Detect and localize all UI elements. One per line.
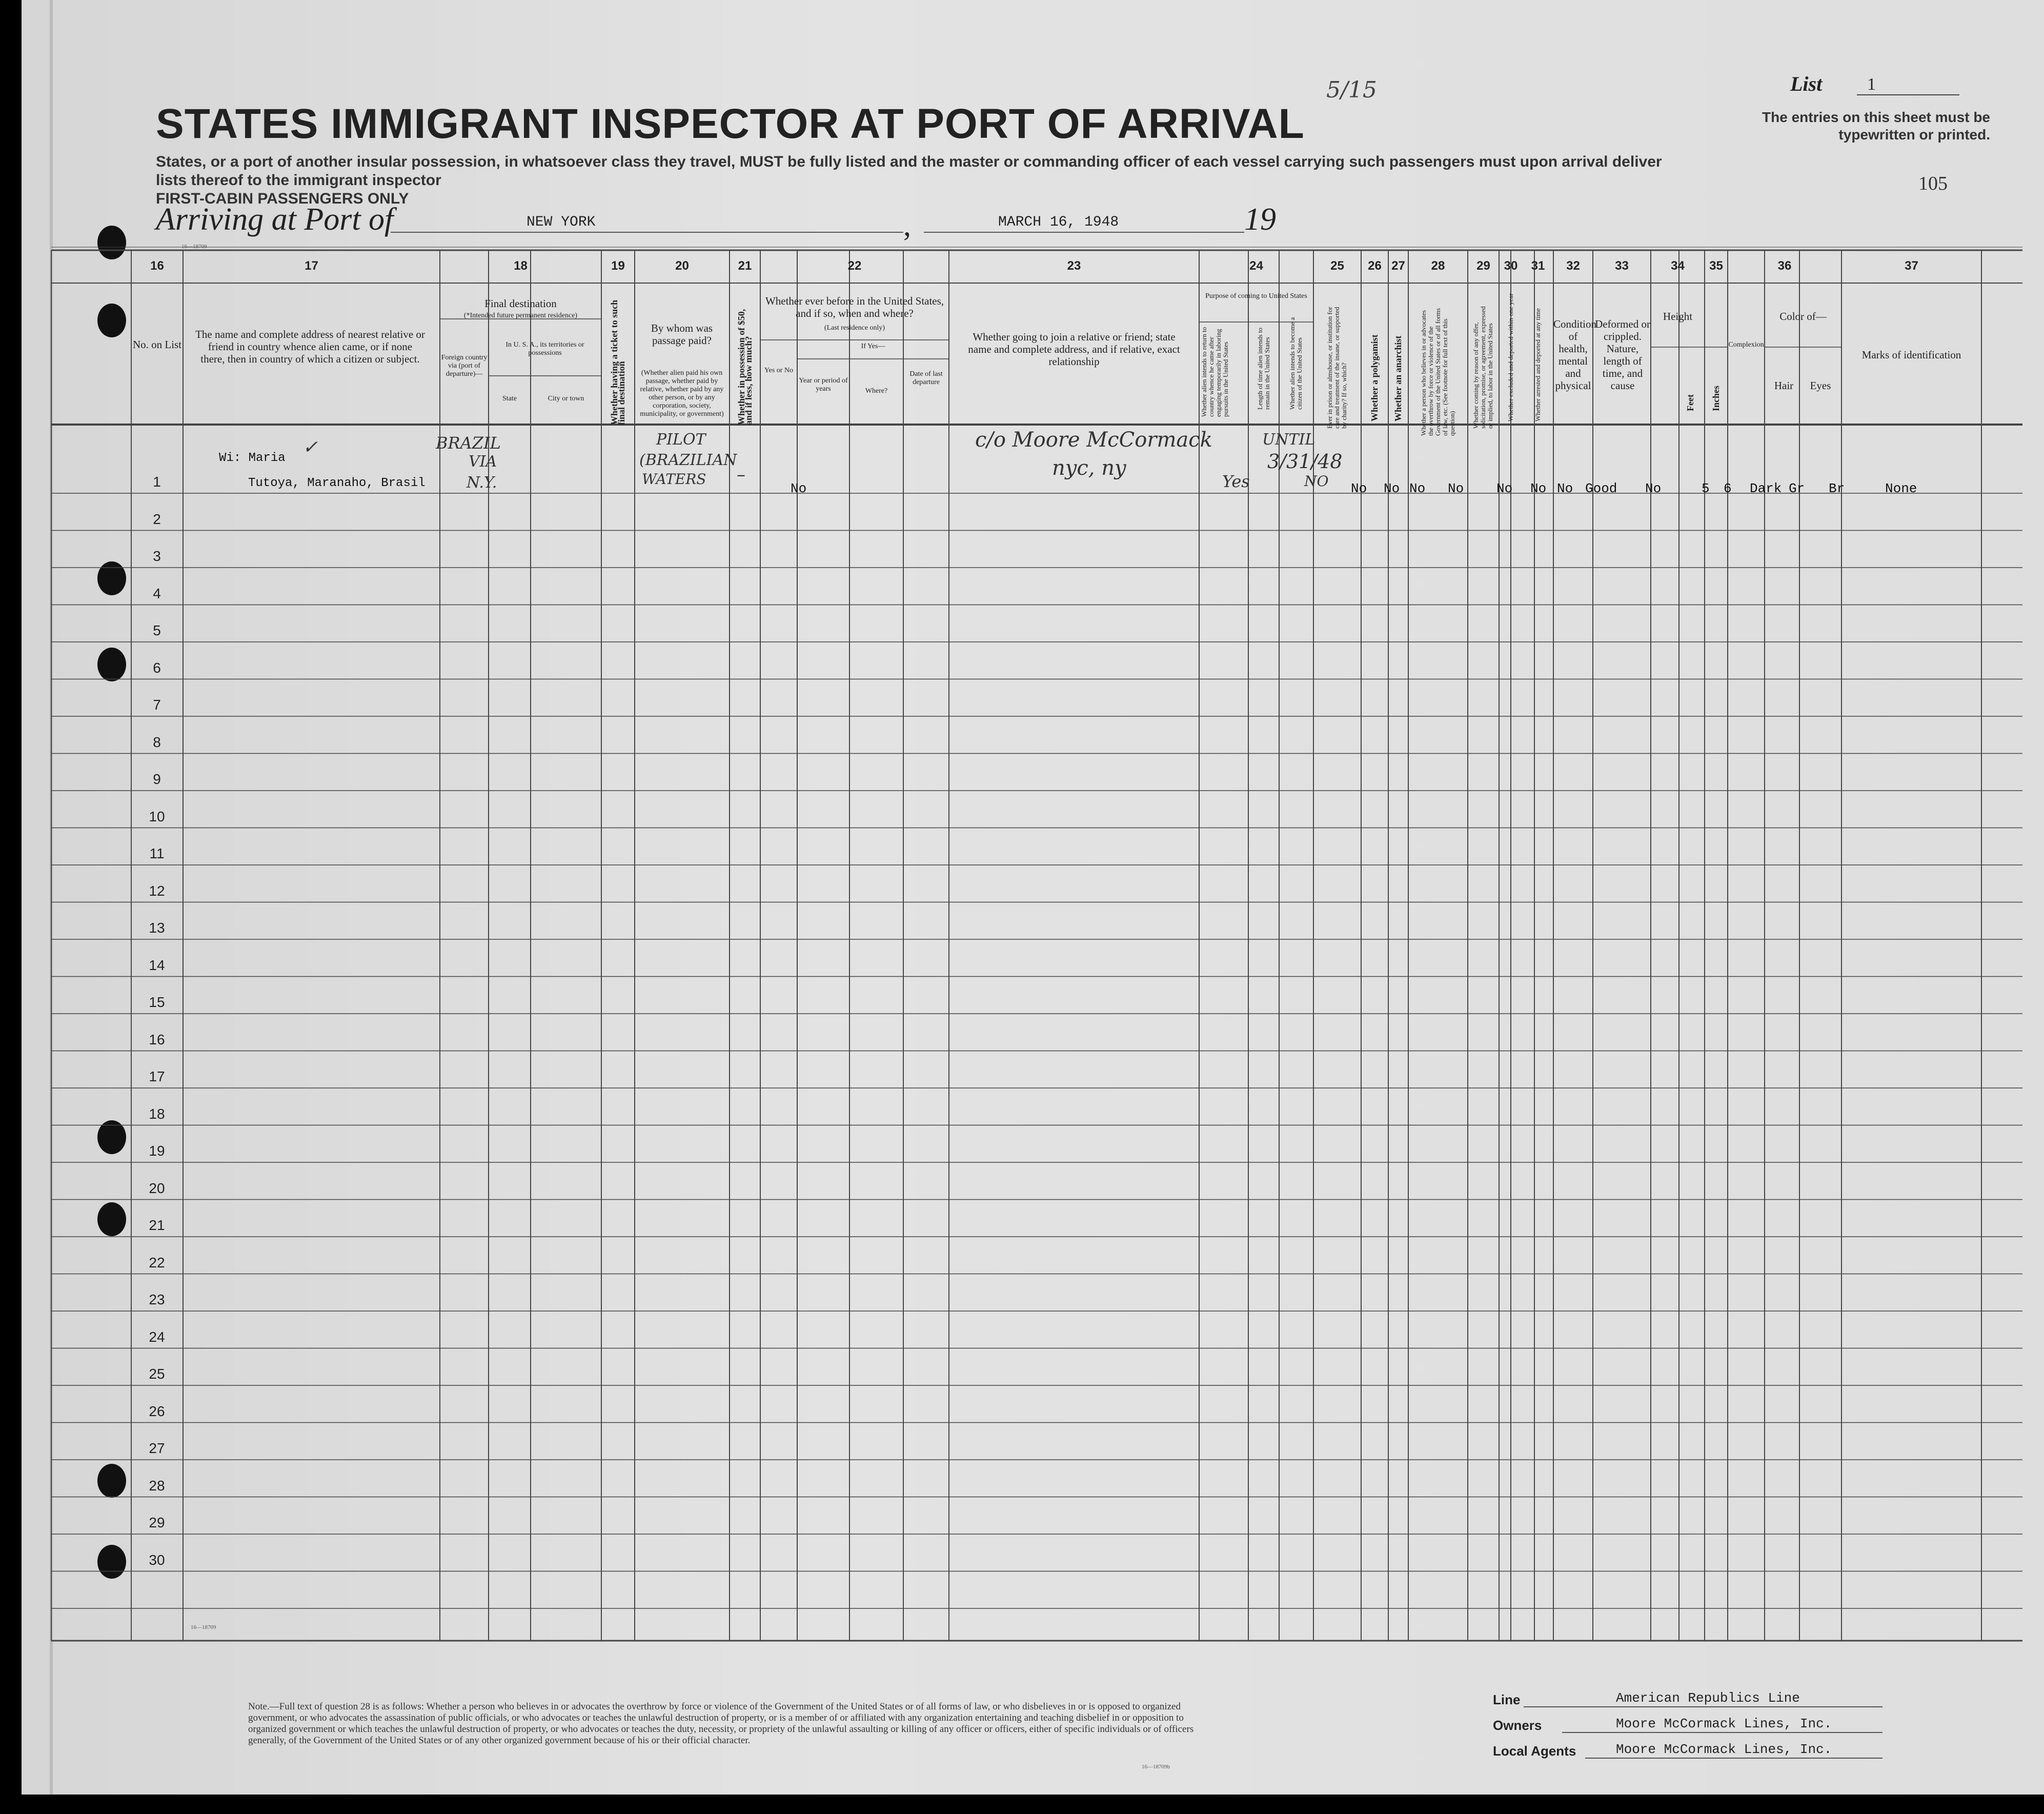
row-number: 3: [153, 548, 161, 564]
header-eyes: Eyes: [1810, 379, 1831, 392]
row-number: 12: [149, 882, 165, 899]
column-number: 20: [675, 259, 689, 273]
destination-via[interactable]: VIA: [469, 453, 497, 471]
column-number: 26: [1368, 259, 1382, 273]
column-number: 32: [1566, 259, 1580, 273]
polygamist-answer[interactable]: No: [1384, 481, 1400, 496]
arrested-answer[interactable]: No: [1557, 481, 1573, 496]
passenger-class-label: FIRST-CABIN PASSENGERS ONLY: [156, 190, 409, 207]
row-number: 10: [149, 808, 165, 824]
header-height: Height: [1663, 310, 1693, 323]
column-number: 37: [1905, 259, 1918, 273]
row-number: 16: [149, 1031, 165, 1047]
header-purpose: Purpose of coming to United States: [1205, 292, 1307, 300]
header-anarchist: Whether an anarchist: [1393, 335, 1403, 421]
length-of-stay-date[interactable]: 3/31/48: [1267, 450, 1343, 473]
header-where: Where?: [865, 387, 888, 395]
column-number: 34: [1671, 259, 1685, 273]
date-field[interactable]: MARCH 16, 1948: [998, 214, 1119, 230]
header-before-in-us: Whether ever before in the United States, and if so, when and where?: [765, 295, 944, 319]
line-label: Line: [1493, 1692, 1521, 1707]
year-prefix: 19: [1244, 202, 1276, 237]
relative-address[interactable]: Tutoya, Maranaho, Brasil: [248, 476, 426, 490]
length-of-stay[interactable]: UNTIL: [1262, 431, 1316, 449]
header-deformed: Deformed or crippled. Nature, length of time, and cause: [1595, 318, 1650, 392]
port-field[interactable]: NEW YORK: [527, 214, 596, 230]
row-number: 7: [153, 697, 161, 713]
header-passage-paid-note: (Whether alien paid his own passage, whether paid by relative, whether paid by any other person, or by any corporation, society, municipality, or government): [640, 369, 724, 418]
header-complexion: Complexion: [1728, 341, 1764, 349]
agents-label: Local Agents: [1493, 1743, 1576, 1759]
list-label: List: [1790, 72, 1823, 95]
overthrow-answer[interactable]: No: [1448, 481, 1464, 496]
column-number: 27: [1391, 259, 1405, 273]
header-hair: Hair: [1774, 379, 1794, 392]
joining-relative[interactable]: c/o Moore McCormack: [975, 428, 1212, 452]
header-year-period: Year or period of years: [799, 377, 848, 393]
row-number: 1: [153, 474, 161, 490]
footnote-question-28: Note.—Full text of question 28 is as follows: Whether a person who believes in or advocates the overthrow by force or violence of the Government of the United States or of all forms of law, or who disbelieves in or is opposed to organized government, or who advocates the assassination of public officials, or who advocates or teaches the unlawful destruction of property, or is a member of or affiliated with any organization entertaining and teaching disbelief in or opposition to organized government or which teaches the unlawful destruction of property, or who advocates or teaches the duty, necessity, or propriety of the unlawful assaulting or killing of any officer or officers, either of specific individuals or of officers generally, of the Government of the United States or of any other organized government because of his or their official character.: [248, 1701, 1194, 1746]
list-number-field[interactable]: 1: [1857, 75, 1959, 95]
return-intent[interactable]: Yes: [1222, 472, 1250, 491]
row-number: 25: [149, 1366, 165, 1382]
header-health: Condition of health, mental and physical: [1553, 318, 1597, 392]
complexion-answer[interactable]: Dark: [1750, 481, 1782, 496]
row-number: 13: [149, 920, 165, 936]
height-feet[interactable]: 5: [1702, 481, 1710, 496]
column-number: 30: [1504, 259, 1518, 273]
labor-offer-answer[interactable]: No: [1496, 481, 1513, 496]
row-number: 17: [149, 1069, 165, 1084]
row-number: 28: [149, 1477, 165, 1494]
header-color-of: Color of—: [1779, 310, 1827, 323]
comma-separator: ,: [903, 208, 911, 242]
column-number: 28: [1431, 259, 1445, 273]
row-number: 22: [149, 1254, 165, 1271]
column-number: 17: [305, 259, 318, 273]
header-if-yes: If Yes—: [861, 342, 885, 350]
page-number: 105: [1918, 173, 1948, 194]
row-number: 2: [153, 511, 161, 527]
row-number: 4: [153, 585, 161, 601]
passage-paid-line2[interactable]: (BRAZILIAN: [639, 451, 737, 469]
header-return-intent: Whether alien intends to return to country whence he came after engaging temporarily in laboring pursuits in the United States: [1200, 327, 1229, 417]
column-number: 16: [150, 259, 164, 273]
become-citizen[interactable]: NO: [1304, 473, 1329, 490]
owners-field[interactable]: Moore McCormack Lines, Inc.: [1616, 1716, 1832, 1731]
header-excluded: Whether excluded and deported within one year: [1507, 293, 1514, 421]
header-state: State: [502, 395, 517, 402]
destination-country[interactable]: BRAZIL: [436, 433, 501, 453]
prison-answer[interactable]: No: [1351, 481, 1367, 496]
line-field[interactable]: American Republics Line: [1616, 1690, 1800, 1706]
column-number: 31: [1531, 259, 1545, 273]
column-number: 25: [1330, 259, 1344, 273]
form-number: 16—18709: [181, 244, 207, 250]
row-number: 19: [149, 1143, 165, 1159]
row-number: 11: [149, 845, 165, 861]
header-yes-no: Yes or No: [764, 367, 794, 374]
deformed-answer[interactable]: No: [1645, 481, 1662, 496]
row-number: 29: [149, 1515, 165, 1530]
header-usa-territories: In U. S. A., its territories or possessions: [505, 341, 584, 357]
row-number: 23: [149, 1292, 165, 1307]
passage-paid[interactable]: PILOT: [656, 431, 706, 449]
eye-color[interactable]: Br: [1829, 481, 1845, 496]
row-number: 15: [149, 994, 165, 1010]
form-number: 16—18709: [191, 1624, 216, 1630]
hair-color[interactable]: Gr: [1789, 481, 1805, 496]
header-relative-address: The name and complete address of nearest relative or friend in country whence alien came, or if none there, then in country of which a citizen or subject.: [195, 328, 425, 365]
header-overthrow: Whether a person who believes in or advocates the overthrow by force or violence of the Government of the United States or of all forms of law, etc. (See footnote for full text of this question): [1420, 308, 1456, 436]
column-number: 35: [1709, 259, 1723, 273]
header-feet: Feet: [1685, 394, 1695, 411]
joining-address[interactable]: nyc, ny: [1052, 456, 1126, 480]
health-answer[interactable]: Good: [1585, 481, 1617, 496]
header-inches: Inches: [1711, 385, 1721, 411]
header-ticket: Whether having a ticket to such final destination: [609, 299, 626, 425]
instructions-line: States, or a port of another insular possession, in whatsoever class they travel, MUST be fully listed and the master or commanding officer of each vessel carrying such passengers must upon arrival deliver lists thereof to the immigrant inspector: [156, 153, 1662, 189]
header-last-departure: Date of last departure: [909, 370, 943, 386]
column-number: 36: [1777, 259, 1792, 273]
owners-label: Owners: [1493, 1718, 1542, 1733]
row-number: 30: [149, 1551, 165, 1568]
header-final-destination-note: (*Intended future permanent residence): [463, 312, 578, 319]
row-number: 8: [153, 734, 161, 750]
column-number: 21: [738, 259, 752, 273]
line-field-line: [1524, 1706, 1883, 1707]
header-prison: Ever in prison or almshouse, or institution for care and treatment of the insane, or supported by charity? If so, which?: [1326, 307, 1348, 429]
header-passage-paid: By whom was passage paid?: [651, 322, 713, 347]
row-number: 5: [153, 622, 161, 638]
header-polygamist: Whether a polygamist: [1369, 334, 1380, 421]
row-number: 27: [149, 1440, 165, 1456]
column-number: 29: [1476, 259, 1490, 273]
header-city: City or town: [548, 395, 584, 402]
check-mark: ✓: [302, 437, 318, 458]
row-number: 9: [153, 771, 161, 787]
agents-field[interactable]: Moore McCormack Lines, Inc.: [1616, 1742, 1832, 1757]
row-number: 6: [153, 659, 161, 676]
header-fifty-dollars: Whether in possession of $50, and if less, how much?: [736, 309, 754, 425]
column-number: 19: [611, 259, 625, 273]
excluded-answer[interactable]: No: [1530, 481, 1547, 496]
before-in-us[interactable]: No: [791, 481, 807, 496]
header-foreign-country: Foreign country via (port of departure)—: [441, 354, 488, 378]
header-final-destination: Final destination: [484, 297, 557, 310]
relative-name[interactable]: Wi: Maria: [219, 451, 286, 465]
handwritten-mark: 5/15: [1326, 77, 1377, 103]
anarchist-answer[interactable]: No: [1409, 481, 1426, 496]
column-number: 18: [514, 259, 528, 273]
typewritten-note: The entries on this sheet must be typewritten or printed.: [1762, 109, 1990, 143]
header-identification-marks: Marks of identification: [1861, 349, 1961, 361]
row-number: 14: [149, 957, 165, 973]
header-joining-relative: Whether going to join a relative or friend; state name and complete address, and if relative, exact relationship: [968, 331, 1180, 368]
owners-field-line: [1562, 1732, 1883, 1733]
arriving-label: Arriving at Port of: [156, 202, 394, 237]
row-number: 21: [149, 1217, 165, 1233]
header-last-residence: (Last residence only): [824, 324, 885, 332]
column-number: 23: [1067, 259, 1081, 273]
column-number: 24: [1249, 259, 1263, 273]
row-number: 24: [149, 1328, 165, 1345]
passage-paid-line3[interactable]: WATERS: [642, 471, 706, 488]
header-labor-offer: Whether coming by reason of any offer, solicitation, promise, or agreement, expressed or implied, to labor in the United States: [1472, 306, 1494, 429]
column-number: 33: [1615, 259, 1629, 273]
column-number: 22: [847, 259, 862, 273]
row-number: 20: [149, 1180, 165, 1196]
header-no-on-list: No. on List: [132, 338, 182, 351]
money-dash[interactable]: –: [737, 465, 745, 485]
header-length-stay: Length of time alien intends to remain in the United States: [1256, 328, 1271, 410]
header-become-citizen: Whether alien intends to become a citizen of the United States: [1288, 317, 1303, 410]
page-title: STATES IMMIGRANT INSPECTOR AT PORT OF ARRIVAL: [156, 100, 1305, 147]
destination-port[interactable]: N.Y.: [467, 474, 497, 492]
form-sheet: [22, 0, 2044, 1795]
height-inches[interactable]: 6: [1724, 481, 1732, 496]
agents-field-line: [1585, 1758, 1883, 1759]
header-arrested: Whether arrested and deported at any time: [1534, 308, 1542, 421]
row-number: 26: [149, 1403, 165, 1419]
identification-marks[interactable]: None: [1885, 481, 1917, 496]
row-number: 18: [149, 1105, 165, 1122]
form-number: 16—18709b: [1142, 1764, 1170, 1770]
